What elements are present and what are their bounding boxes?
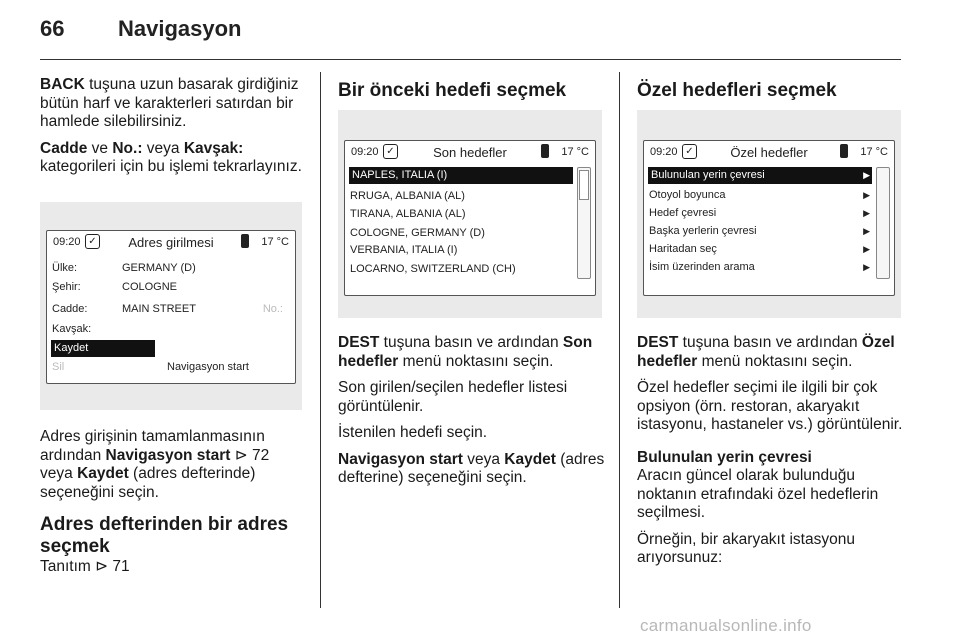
- page-title: Navigasyon: [118, 16, 242, 41]
- paragraph-cadde: Cadde ve No.: veya Kavşak: kategorileri için bu işlemi tekrarlayınız.: [40, 139, 302, 175]
- column-1: [40, 76, 308, 185]
- scrollbar[interactable]: [876, 167, 890, 279]
- screen-title: Son hedefler: [433, 145, 507, 160]
- display: [344, 140, 596, 296]
- menu-item[interactable]: Haritadan seç ▶: [649, 241, 872, 258]
- check-icon: ✓: [682, 144, 697, 159]
- temperature: 17 °C: [860, 146, 888, 158]
- field-country[interactable]: Ülke: GERMANY (D): [52, 262, 196, 274]
- paragraph-dest: DEST tuşuna basın ve ardından Özel hedefler menü noktasını seçin.: [637, 334, 895, 370]
- paragraph-choose: İstenilen hedefi seçin.: [338, 424, 488, 441]
- thermometer-icon: [840, 144, 848, 158]
- field-city[interactable]: Şehir: COLOGNE: [52, 281, 178, 293]
- menu-item-selected[interactable]: Bulunulan yerin çevresi ▶: [648, 167, 872, 184]
- heading-address-book: Adres defterinden bir adres seçmek: [40, 514, 289, 557]
- check-icon: ✓: [383, 144, 398, 159]
- header-rule: [40, 59, 901, 60]
- list-item[interactable]: VERBANIA, ITALIA (I): [350, 244, 458, 256]
- chevron-right-icon: ▶: [863, 170, 870, 180]
- clock: 09:20: [351, 146, 379, 158]
- clock: 09:20: [650, 146, 678, 158]
- heading-special-destinations: Özel hedefleri seçmek: [637, 80, 837, 101]
- field-house-number[interactable]: No.:: [262, 303, 283, 315]
- paragraph-completion: Adres girişinin tamamlanmasının ardından Navigasyon start ⊳ 72 veya Kaydet (adres defterinde) seçeneğini seçin.: [40, 428, 270, 501]
- paragraph-nearby: Aracın güncel olarak bulunduğu noktanın etrafındaki özel hedeflerin seçilmesi.: [637, 467, 879, 521]
- screen-title: Özel hedefler: [730, 145, 808, 160]
- column-1-lower: [40, 428, 308, 585]
- delete-option[interactable]: Sil: [52, 361, 65, 373]
- status-bar: [47, 231, 295, 255]
- heading-previous-destination: Bir önceki hedefi seçmek: [338, 80, 567, 101]
- chevron-right-icon: ▶: [863, 244, 870, 254]
- column-2-text: [338, 334, 606, 496]
- status-bar: [345, 141, 595, 165]
- field-street[interactable]: Cadde: MAIN STREET No.:: [52, 301, 273, 318]
- list-item[interactable]: LOCARNO, SWITZERLAND (CH): [350, 263, 516, 275]
- status-bar: [644, 141, 894, 165]
- watermark: carmanualsonline.info: [640, 616, 812, 635]
- screen-special-destinations: [637, 110, 901, 318]
- display: [643, 140, 895, 296]
- thermometer-icon: [541, 144, 549, 158]
- list-item[interactable]: RRUGA, ALBANIA (AL): [350, 190, 465, 202]
- column-3-text: [637, 334, 905, 576]
- column-divider-1: [320, 72, 321, 608]
- screen-address-entry: [40, 202, 302, 410]
- chevron-right-icon: ▶: [863, 262, 870, 272]
- display: [46, 230, 296, 384]
- menu-item[interactable]: Otoyol boyunca ▶: [649, 187, 872, 204]
- navigation-start-option[interactable]: Navigasyon start: [167, 361, 249, 373]
- list-item-selected[interactable]: NAPLES, ITALIA (I): [349, 167, 573, 184]
- save-option-selected[interactable]: Kaydet: [51, 340, 155, 357]
- column-divider-2: [619, 72, 620, 608]
- field-junction[interactable]: Kavşak:: [52, 323, 92, 335]
- paragraph-example: Örneğin, bir akaryakıt istasyonu arıyorsunuz:: [637, 530, 855, 566]
- chevron-right-icon: ▶: [863, 190, 870, 200]
- list-item[interactable]: TIRANA, ALBANIA (AL): [350, 208, 466, 220]
- subheading-nearby: Bulunulan yerin çevresi: [637, 448, 812, 466]
- temperature: 17 °C: [561, 146, 589, 158]
- menu-item[interactable]: İsim üzerinden arama ▶: [649, 259, 872, 276]
- chevron-right-icon: ▶: [863, 208, 870, 218]
- scrollbar-thumb[interactable]: [579, 170, 589, 200]
- temperature: 17 °C: [261, 236, 289, 248]
- paragraph-dest: DEST tuşuna basın ve ardından Son hedefler menü noktasını seçin.: [338, 334, 593, 370]
- list-item[interactable]: COLOGNE, GERMANY (D): [350, 227, 485, 239]
- screen-last-destinations: [338, 110, 602, 318]
- scrollbar[interactable]: [577, 167, 591, 279]
- page-ref-icon: ⊳: [90, 558, 109, 575]
- paragraph-list: Son girilen/seçilen hedefler listesi görüntülenir.: [338, 379, 568, 415]
- page-number: 66: [40, 16, 65, 41]
- screen-title: Adres girilmesi: [128, 235, 214, 250]
- chevron-right-icon: ▶: [863, 226, 870, 236]
- paragraph-options: Özel hedefler seçimi ile ilgili bir çok opsiyon (örn. restoran, akaryakıt istasyonu, hastaneler vs.) görüntülenir.: [637, 379, 903, 433]
- clock: 09:20: [53, 236, 81, 248]
- paragraph-back: BACK tuşuna uzun basarak girdiğiniz bütün harf ve karakterleri satırdan bir hamlede silebilirsiniz.: [40, 76, 299, 130]
- paragraph-intro: Tanıtım ⊳ 71: [40, 558, 130, 575]
- paragraph-start: Navigasyon start veya Kaydet (adres defterine) seçeneğini seçin.: [338, 450, 605, 486]
- menu-item[interactable]: Başka yerlerin çevresi ▶: [649, 223, 872, 240]
- thermometer-icon: [241, 234, 249, 248]
- menu-item[interactable]: Hedef çevresi ▶: [649, 205, 872, 222]
- page-ref-icon: ⊳: [230, 446, 248, 464]
- check-icon: ✓: [85, 234, 100, 249]
